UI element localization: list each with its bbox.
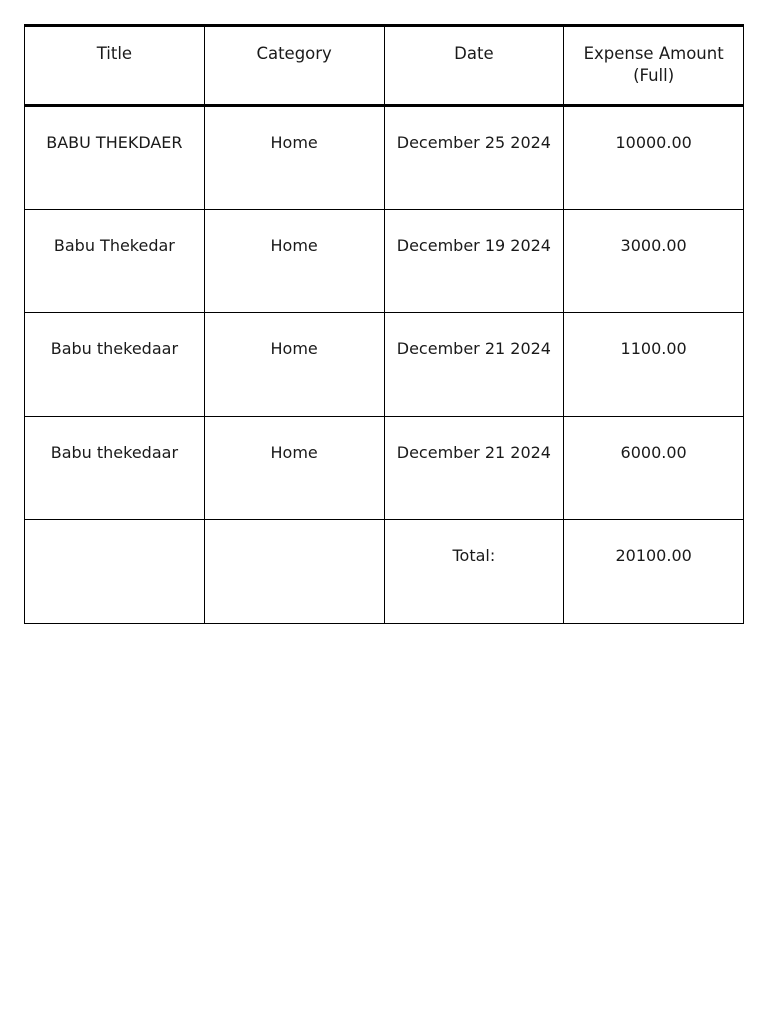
cell-date: December 19 2024	[384, 209, 564, 313]
table-row	[25, 106, 744, 210]
cell-category: Home	[204, 416, 384, 520]
header-row	[25, 26, 744, 106]
cell-category: Home	[204, 209, 384, 313]
total-empty-cell	[25, 520, 205, 624]
table-row	[25, 313, 744, 417]
header-category: Category	[204, 26, 384, 106]
total-row	[25, 520, 744, 624]
header-expense-amount: Expense Amount (Full)	[564, 26, 744, 106]
header-title: Title	[25, 26, 205, 106]
cell-title: Babu thekedaar	[25, 416, 205, 520]
cell-date: December 21 2024	[384, 416, 564, 520]
cell-date: December 21 2024	[384, 313, 564, 417]
total-empty-cell	[204, 520, 384, 624]
cell-category: Home	[204, 106, 384, 210]
cell-date: December 25 2024	[384, 106, 564, 210]
expense-table	[24, 24, 744, 624]
cell-amount: 10000.00	[564, 106, 744, 210]
cell-title: Babu thekedaar	[25, 313, 205, 417]
table-row	[25, 416, 744, 520]
cell-category: Home	[204, 313, 384, 417]
cell-amount: 3000.00	[564, 209, 744, 313]
cell-title: BABU THEKDAER	[25, 106, 205, 210]
cell-title: Babu Thekedar	[25, 209, 205, 313]
total-label: Total:	[384, 520, 564, 624]
table-row	[25, 209, 744, 313]
cell-amount: 1100.00	[564, 313, 744, 417]
total-value: 20100.00	[564, 520, 744, 624]
cell-amount: 6000.00	[564, 416, 744, 520]
header-date: Date	[384, 26, 564, 106]
